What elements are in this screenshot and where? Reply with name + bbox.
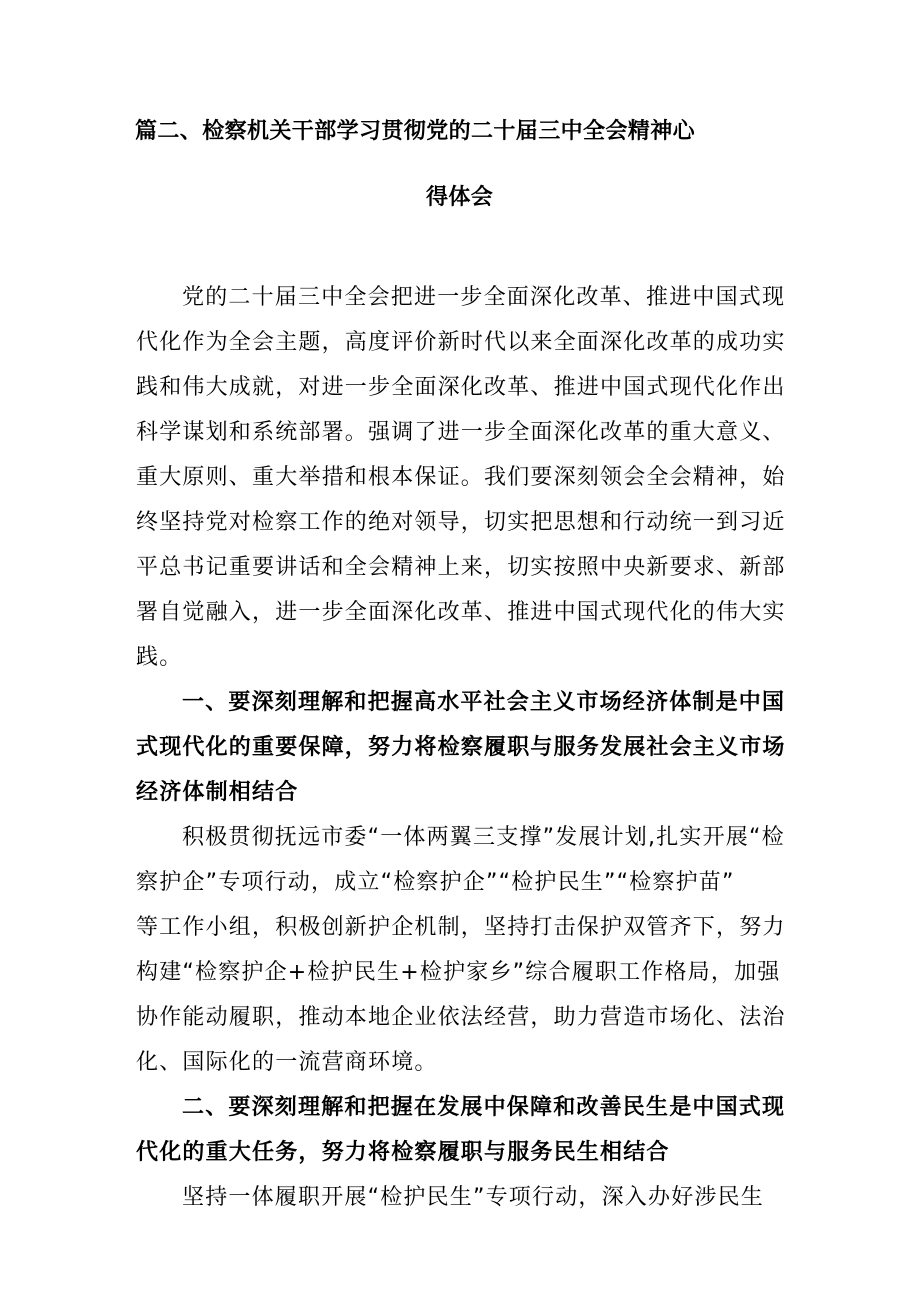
paragraph-line: 平总书记重要讲话和全会精神上来，切实按照中央新要求、新部 (136, 555, 786, 580)
paragraph-line: 践和伟大成就，对进一步全面深化改革、推进中国式现代化作出 (136, 375, 786, 400)
document-title-line-2: 得体会 (426, 185, 494, 210)
paragraph-line: 署自觉融入，进一步全面深化改革、推进中国式现代化的伟大实 (136, 600, 786, 625)
paragraph-line: 重大原则、重大举措和根本保证。我们要深刻领会全会精神，始 (136, 465, 786, 490)
paragraph-line: 构建“检察护企+检护民生+检护家乡”综合履职工作格局，加强 (136, 960, 781, 985)
paragraph-line: 践。 (136, 645, 183, 670)
section-heading-line: 经济体制相结合 (136, 780, 299, 805)
paragraph-line: 终坚持党对检察工作的绝对领导，切实把思想和行动统一到习近 (136, 510, 786, 535)
section-heading-line: 二、要深刻理解和把握在发展中保障和改善民生是中国式现 (182, 1095, 786, 1120)
paragraph-line: 坚持一体履职开展“检护民生”专项行动，深入办好涉民生 (182, 1185, 764, 1210)
section-heading-line: 式现代化的重要保障，努力将检察履职与服务发展社会主义市场 (136, 735, 786, 760)
paragraph-line: 协作能动履职，推动本地企业依法经营，助力营造市场化、法治 (136, 1005, 786, 1030)
document-title-line-1: 篇二、检察机关干部学习贯彻党的二十届三中全会精神心 (135, 119, 696, 144)
section-heading-line: 一、要深刻理解和把握高水平社会主义市场经济体制是中国 (182, 690, 786, 715)
paragraph-line: 化、国际化的一流营商环境。 (136, 1050, 438, 1075)
paragraph-line: 等工作小组，积极创新护企机制，坚持打击保护双管齐下，努力 (136, 915, 786, 940)
section-heading-line: 代化的重大任务，努力将检察履职与服务民生相结合 (136, 1140, 670, 1165)
paragraph-line: 党的二十届三中全会把进一步全面深化改革、推进中国式现 (182, 285, 786, 310)
paragraph-line: 积极贯彻抚远市委“一体两翼三支撑”发展计划,扎实开展“检 (182, 825, 785, 850)
paragraph-line: 代化作为全会主题，高度评价新时代以来全面深化改革的成功实 (136, 330, 786, 355)
paragraph-line: 察护企”专项行动，成立“检察护企”“检护民生”“检察护苗” (136, 870, 735, 895)
paragraph-line: 科学谋划和系统部署。强调了进一步全面深化改革的重大意义、 (136, 420, 786, 445)
